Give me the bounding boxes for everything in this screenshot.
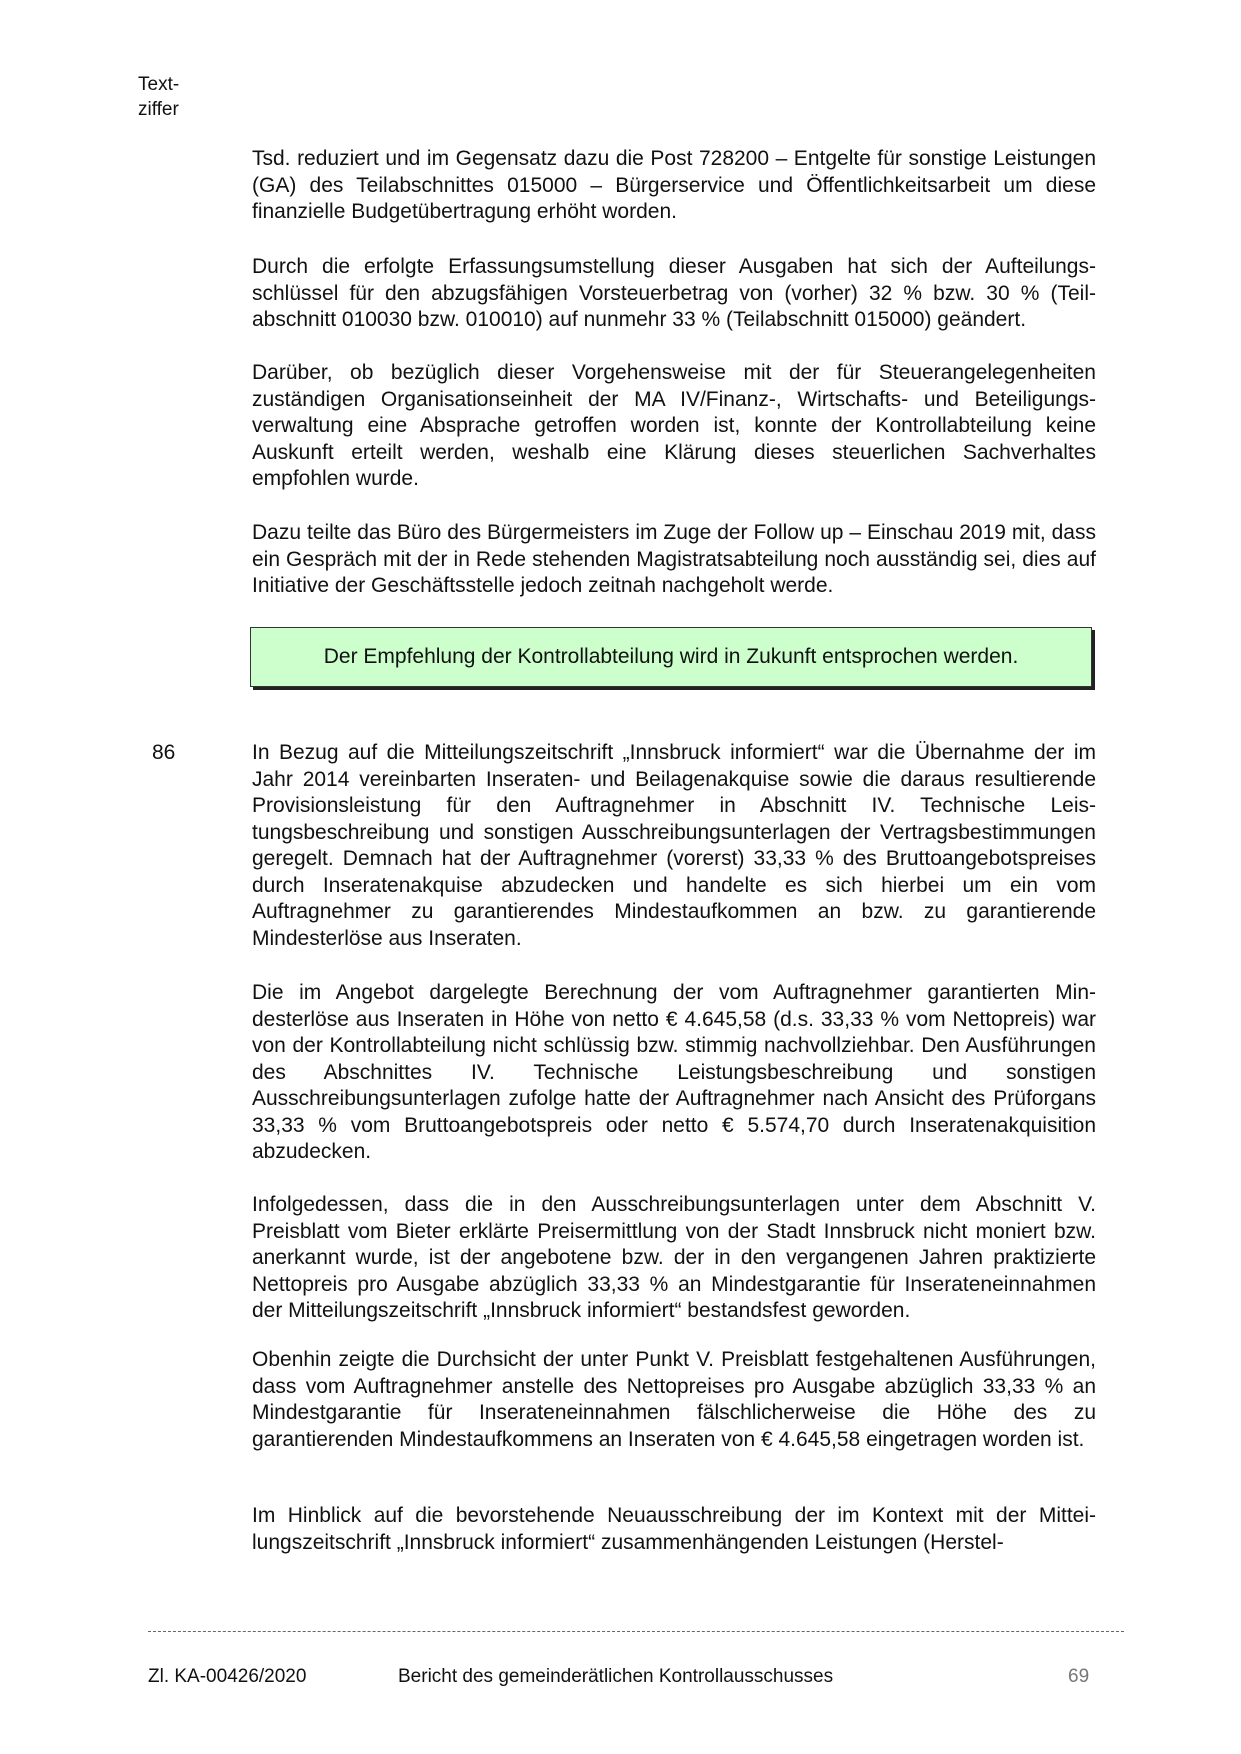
paragraph-advertising-acquisition: In Bezug auf die Mitteilungszeitschrift „Innsbruck informiert“ war die Übernahme der im Jahr 2014 vereinbarten Inseraten- und Beilagenakquise sowie die daraus resultierende Provisionsleistung für den Auftragnehmer in Abschnitt IV. Technische Leistungsbeschreibung und sonstigen Ausschreibungsunterlagen der Vertragsbestimmungen geregelt. Demnach hat der Auftragnehmer (vorerst) 33,33 % des Bruttoangebotspreises durch Inseratenakquise abzudecken und handelte es sich hierbei um ein vom Auftragnehmer zu garantierendes Mindestaufkommen an bzw. zu garantierende Mindesterlöse aus Inseraten. — [252, 741, 1096, 950]
paragraph-tax-clarification: Darüber, ob bezüglich dieser Vorgehensweise mit der für Steuerangelegenheiten zuständigen Organisationseinheit der MA IV/Finanz-, Wirtschafts- und Beteiligungsverwaltung eine Absprache getroffen worden ist, konnte der Kontrollabteilung keine Auskunft erteilt werden, weshalb eine Klärung dieses steuerlichen Sachverhaltes empfohlen wurde. — [252, 361, 1096, 490]
paragraph-budget-transfer: Tsd. reduziert und im Gegensatz dazu die Post 728200 – Entgelte für sonstige Leistungen (GA) des Teilabschnittes 015000 – Bürgerservice und Öffentlichkeitsarbeit um diese finanzielle Budgetübertragung erhöht worden. — [252, 147, 1096, 223]
paragraph-follow-up: Dazu teilte das Büro des Bürgermeisters im Zuge der Follow up – Einschau 2019 mit, dass ein Gespräch mit der in Rede stehenden Magistratsabteilung noch ausständig sei, dies auf Initiative der Geschäftsstelle jedoch zeitnah nachgeholt werde. — [252, 521, 1096, 597]
footer-title: Bericht des gemeinderätlichen Kontrollausschusses — [398, 1666, 834, 1687]
footer-reference: Zl. KA-00426/2020 — [148, 1666, 307, 1687]
recommendation-text: Der Empfehlung der Kontrollabteilung wird in Zukunft entsprochen werden. — [323, 645, 1019, 668]
paragraph-minimum-revenue: Die im Angebot dargelegte Berechnung der vom Auftragnehmer garantierten Mindesterlöse aus Inseraten in Höhe von netto € 4.645,58 (d.s. 33,33 % vom Nettopreis) war von der Kontrollabteilung nicht schlüssig bzw. stimmig nachvollziehbar. Den Ausführungen des Abschnittes IV. Technische Leistungsbeschreibung und sonstigen Ausschreibungsunterlagen zufolge hatte der Auftragnehmer nach Ansicht des Prüforgans 33,33 % vom Bruttoangebotspreis oder netto € 5.574,70 durch Inseratenakquisition abzudecken. — [252, 981, 1096, 1163]
page-number: 69 — [1068, 1666, 1090, 1687]
paragraph-new-tender: Im Hinblick auf die bevorstehende Neuausschreibung der im Kontext mit der Mitteilungszeitschrift „Innsbruck informiert“ zusammenhängenden Leistungen (Herstel- — [252, 1504, 1096, 1554]
textziffer-column-label: Text- ziffer — [138, 74, 180, 120]
paragraph-net-price: Infolgedessen, dass die in den Ausschreibungsunterlagen unter dem Abschnitt V. Preisblatt vom Bieter erklärte Preisermittlung von der Stadt Innsbruck nicht moniert bzw. anerkannt wurde, ist der angebotene bzw. der in den vergangenen Jahren praktizierte Nettopreis pro Ausgabe abzüglich 33,33 % an Mindestgarantie für Inserateneinnahmen der Mitteilungszeitschrift „Innsbruck informiert“ bestandsfest geworden. — [252, 1193, 1096, 1322]
textziffer-number: 86 — [152, 741, 176, 764]
paragraph-price-sheet: Obenhin zeigte die Durchsicht der unter Punkt V. Preisblatt festgehaltenen Ausführungen, dass vom Auftragnehmer anstelle des Nettopreises pro Ausgabe abzüglich 33,33 % an Mindestgarantie für Inserateneinnahmen fälschlicherweise die Höhe des zu garantierenden Mindestaufkommens an Inseraten von € 4.645,58 eingetragen worden ist. — [252, 1348, 1096, 1451]
paragraph-key-change: Durch die erfolgte Erfassungsumstellung dieser Ausgaben hat sich der Aufteilungsschlüssel für den abzugsfähigen Vorsteuerbetrag von (vorher) 32 % bzw. 30 % (Teilabschnitt 010030 bzw. 010010) auf nunmehr 33 % (Teilabschnitt 015000) geändert. — [252, 255, 1096, 331]
footer-divider — [148, 1631, 1124, 1632]
recommendation-box — [250, 627, 1092, 687]
